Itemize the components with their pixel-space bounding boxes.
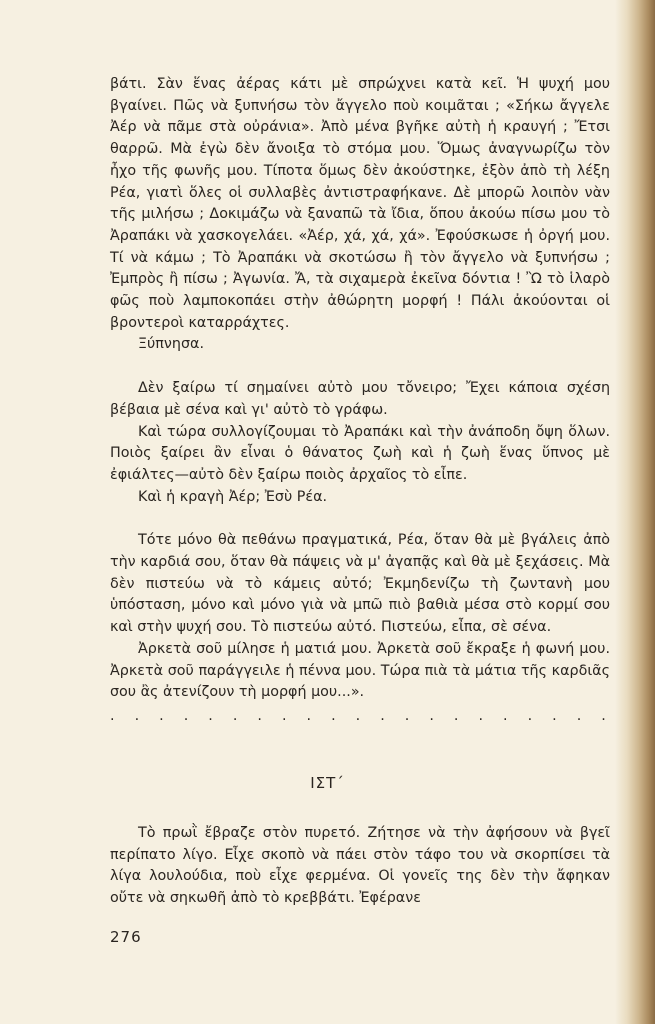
paragraph: Τότε μόνο θὰ πεθάνω πραγματικά, Ρέα, ὅταν θὰ μὲ βγάλεις ἀπὸ τὴν καρδιά σου, ὅταν θὰ πάψεις νὰ μ' ἀγαπᾷς καὶ θὰ μὲ ξεχάσεις. Μὰ δὲν πιστεύω νὰ τὸ κάμεις αὐτό; Ἐκμηδενίζω τὴ ζωντανὴ μου ὑπόσταση, μόνο καὶ μόνο γιὰ νὰ μπῶ πιὸ βαθιὰ μέσα στὸ κορμί σου καὶ στὴν ψυχή σου. Τὸ πιστεύω αὐτό. Πιστεύω, εἶπα, σὲ σένα. bbox=[110, 532, 610, 636]
paragraph: Καὶ ἡ κραγὴ Ἀέρ; Ἐσὺ Ρέα. bbox=[138, 488, 328, 505]
paragraph: Ἀρκετὰ σοῦ μίλησε ἡ ματιά μου. Ἀρκετὰ σοῦ ἔκραξε ἡ φωνή μου. Ἀρκετὰ σοῦ παράγγειλε ἡ πέννα μου. Τώρα πιὰ τὰ μάτια τῆς καρδιᾶς σου ἂς ἀτενίζουν τὴ μορφή μου...». bbox=[110, 640, 610, 701]
main-text bbox=[110, 74, 610, 728]
paragraph: Ξύπνησα. bbox=[138, 336, 204, 353]
paragraph: Δὲν ξαίρω τί σημαίνει αὐτὸ μου τὄνειρο; Ἔχει κάποια σχέση βέβαια μὲ σένα καὶ γι' αὐτὸ τὸ γράφω. bbox=[110, 380, 610, 418]
page-number: 276 bbox=[110, 928, 142, 946]
paragraph: Τὸ πρωῒ ἔβραζε στὸν πυρετό. Ζήτησε νὰ τὴν ἀφήσουν νὰ βγεῖ περίπατο λίγο. Εἶχε σκοπὸ νὰ πάει στὸν τάφο του νὰ σκορπίσει τὰ λίγα λουλούδια, ποὺ εἶχε φερμένα. Οἱ γονεῖς της δὲν τὴν ἄφηκαν οὔτε νὰ σηκωθῆ ἀπὸ τὸ κρεββάτι. Ἐφέρανε bbox=[110, 825, 610, 907]
page-edge-shadow bbox=[615, 0, 655, 1024]
paragraph: βάτι. Σὰν ἕνας ἀέρας κάτι μὲ σπρώχνει κατὰ κεῖ. Ἡ ψυχή μου βγαίνει. Πῶς νὰ ξυπνήσω τὸν ἄγγελο ποὺ κοιμᾶται ; «Σήκω ἄγγελε Ἀέρ νὰ πᾶμε στὰ οὐράνια». Ἀπὸ μένα βγῆκε αὐτὴ ἡ κραυγή ; Ἔτσι θαρρῶ. Μὰ ἐγὼ δὲν ἄνοιξα τὸ στόμα μου. Ὅμως ἀναγνωρίζω τὸν ἦχο τῆς φωνῆς μου. Τίποτα ὅμως δὲν ἀκούστηκε, ἐξὸν ἀπὸ τὴ λέξη Ρέα, γιατὶ ὅλες οἱ συλλαβὲς ἀντιστραφήκανε. Δὲ μπορῶ λοιπὸν νὰν τῆς μιλήσω ; Δοκιμάζω νὰ ξαναπῶ τὰ ἴδια, ὅπου ἀκούω πίσω μου τὸ Ἀραπάκι νὰ χασκογελάει. «Ἀέρ, χά, χά, χά». Ἐφούσκωσε ἡ ὀργή μου. Τί νὰ κάμω ; Τὸ Ἀραπάκι νὰ σκοτώσω ἢ τὸν ἄγγελο νὰ ξυπνήσω ; Ἐμπρὸς ἢ πίσω ; Ἀγωνία. Ἄ, τὰ σιχαμερὰ ἐκεῖνα δόντια ! Ὢ τὸ ἱλαρὸ φῶς ποὺ λαμποκοπάει στὴν ἀθώρητη μορφή ! Πάλι ἀκούονται οἱ βροντεροὶ καταρράχτες. bbox=[110, 76, 610, 331]
chapter-heading: ΙΣΤ΄ bbox=[310, 774, 345, 792]
chapter-text bbox=[110, 823, 610, 910]
paragraph: Καὶ τώρα συλλογίζουμαι τὸ Ἀραπάκι καὶ τὴν ἀνάποδη ὄψη ὅλων. Ποιὸς ξαίρει ἂν εἶναι ὁ θάνατος ζωὴ καὶ ἡ ζωὴ ἕνας ὕπνος μὲ ἐφιάλτες—αὐτὸ δὲν ξαίρω ποιὸς ἀρχαῖος τὸ εἶπε. bbox=[110, 423, 610, 483]
ellipsis-divider: . . . . . . . . . . . . . . . . . . . . . bbox=[110, 707, 606, 724]
